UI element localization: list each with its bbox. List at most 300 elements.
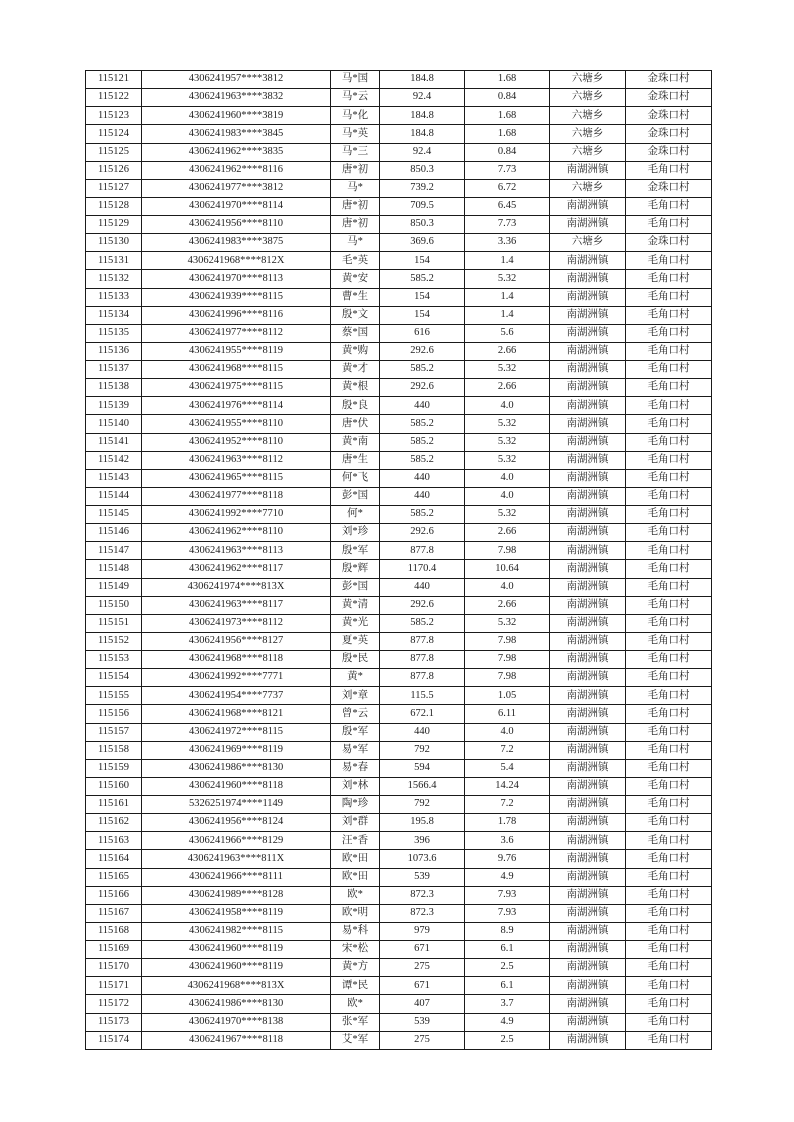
cell-person-name: 马*云 xyxy=(331,89,380,107)
cell-town-name: 南湖洲镇 xyxy=(550,397,626,415)
table-row xyxy=(86,542,712,560)
table-row xyxy=(86,270,712,288)
cell-town-name: 南湖洲镇 xyxy=(550,759,626,777)
cell-village-name: 毛角口村 xyxy=(626,542,712,560)
table-row xyxy=(86,759,712,777)
cell-value-1: 440 xyxy=(380,578,465,596)
cell-town-name: 南湖洲镇 xyxy=(550,632,626,650)
cell-person-name: 刘*林 xyxy=(331,777,380,795)
table-row xyxy=(86,995,712,1013)
table-row xyxy=(86,451,712,469)
cell-value-2: 14.24 xyxy=(465,777,550,795)
cell-person-name: 殷*军 xyxy=(331,542,380,560)
cell-person-name: 张*军 xyxy=(331,1013,380,1031)
cell-value-1: 872.3 xyxy=(380,886,465,904)
table-row xyxy=(86,469,712,487)
cell-sequence-number: 115147 xyxy=(86,542,142,560)
cell-village-name: 毛角口村 xyxy=(626,669,712,687)
cell-masked-id-number: 4306241968****8121 xyxy=(142,705,331,723)
cell-town-name: 南湖洲镇 xyxy=(550,1013,626,1031)
table-row xyxy=(86,161,712,179)
cell-masked-id-number: 4306241960****8119 xyxy=(142,959,331,977)
cell-village-name: 毛角口村 xyxy=(626,796,712,814)
cell-value-1: 154 xyxy=(380,252,465,270)
cell-town-name: 六塘乡 xyxy=(550,107,626,125)
cell-value-2: 6.72 xyxy=(465,179,550,197)
cell-sequence-number: 115163 xyxy=(86,832,142,850)
cell-value-1: 292.6 xyxy=(380,596,465,614)
cell-village-name: 毛角口村 xyxy=(626,379,712,397)
cell-sequence-number: 115148 xyxy=(86,560,142,578)
cell-value-1: 1073.6 xyxy=(380,850,465,868)
cell-masked-id-number: 4306241963****8113 xyxy=(142,542,331,560)
cell-value-1: 92.4 xyxy=(380,143,465,161)
cell-value-1: 292.6 xyxy=(380,379,465,397)
cell-village-name: 毛角口村 xyxy=(626,433,712,451)
cell-person-name: 易*科 xyxy=(331,922,380,940)
cell-town-name: 南湖洲镇 xyxy=(550,796,626,814)
cell-value-2: 4.9 xyxy=(465,1013,550,1031)
cell-village-name: 毛角口村 xyxy=(626,922,712,940)
table-row xyxy=(86,741,712,759)
table-row xyxy=(86,125,712,143)
cell-person-name: 汪*香 xyxy=(331,832,380,850)
cell-value-1: 594 xyxy=(380,759,465,777)
cell-masked-id-number: 4306241977****3812 xyxy=(142,179,331,197)
cell-masked-id-number: 4306241954****7737 xyxy=(142,687,331,705)
cell-value-1: 154 xyxy=(380,288,465,306)
cell-person-name: 殷*文 xyxy=(331,306,380,324)
cell-town-name: 六塘乡 xyxy=(550,234,626,252)
cell-value-2: 1.05 xyxy=(465,687,550,705)
cell-sequence-number: 115165 xyxy=(86,868,142,886)
cell-sequence-number: 115142 xyxy=(86,451,142,469)
cell-town-name: 南湖洲镇 xyxy=(550,977,626,995)
cell-masked-id-number: 4306241963****8117 xyxy=(142,596,331,614)
cell-masked-id-number: 4306241962****3835 xyxy=(142,143,331,161)
cell-value-1: 396 xyxy=(380,832,465,850)
cell-village-name: 毛角口村 xyxy=(626,451,712,469)
cell-village-name: 金珠口村 xyxy=(626,179,712,197)
cell-town-name: 南湖洲镇 xyxy=(550,324,626,342)
cell-value-2: 10.64 xyxy=(465,560,550,578)
cell-village-name: 毛角口村 xyxy=(626,342,712,360)
table-row xyxy=(86,796,712,814)
cell-value-1: 369.6 xyxy=(380,234,465,252)
cell-village-name: 毛角口村 xyxy=(626,959,712,977)
cell-town-name: 南湖洲镇 xyxy=(550,560,626,578)
table-row xyxy=(86,904,712,922)
cell-town-name: 南湖洲镇 xyxy=(550,904,626,922)
cell-value-1: 872.3 xyxy=(380,904,465,922)
cell-value-2: 5.32 xyxy=(465,506,550,524)
cell-value-2: 0.84 xyxy=(465,89,550,107)
cell-village-name: 毛角口村 xyxy=(626,578,712,596)
cell-person-name: 马* xyxy=(331,234,380,252)
cell-town-name: 南湖洲镇 xyxy=(550,868,626,886)
cell-village-name: 毛角口村 xyxy=(626,397,712,415)
cell-value-2: 1.68 xyxy=(465,125,550,143)
cell-value-1: 292.6 xyxy=(380,342,465,360)
cell-value-1: 616 xyxy=(380,324,465,342)
cell-sequence-number: 115150 xyxy=(86,596,142,614)
cell-village-name: 毛角口村 xyxy=(626,161,712,179)
cell-sequence-number: 115152 xyxy=(86,632,142,650)
cell-person-name: 曹*生 xyxy=(331,288,380,306)
cell-value-2: 4.9 xyxy=(465,868,550,886)
cell-value-2: 9.76 xyxy=(465,850,550,868)
cell-value-2: 6.1 xyxy=(465,941,550,959)
cell-value-1: 585.2 xyxy=(380,415,465,433)
cell-town-name: 六塘乡 xyxy=(550,125,626,143)
table-row xyxy=(86,977,712,995)
cell-town-name: 南湖洲镇 xyxy=(550,524,626,542)
cell-value-2: 5.32 xyxy=(465,433,550,451)
cell-value-2: 2.5 xyxy=(465,1031,550,1049)
cell-village-name: 金珠口村 xyxy=(626,125,712,143)
cell-sequence-number: 115122 xyxy=(86,89,142,107)
cell-town-name: 南湖洲镇 xyxy=(550,451,626,469)
cell-town-name: 南湖洲镇 xyxy=(550,379,626,397)
table-row xyxy=(86,415,712,433)
cell-value-1: 877.8 xyxy=(380,669,465,687)
cell-masked-id-number: 4306241992****7710 xyxy=(142,506,331,524)
cell-masked-id-number: 4306241957****3812 xyxy=(142,71,331,89)
cell-person-name: 马*国 xyxy=(331,71,380,89)
cell-sequence-number: 115167 xyxy=(86,904,142,922)
table-row xyxy=(86,379,712,397)
cell-person-name: 夏*英 xyxy=(331,632,380,650)
cell-value-2: 4.0 xyxy=(465,469,550,487)
cell-masked-id-number: 4306241970****8113 xyxy=(142,270,331,288)
cell-town-name: 南湖洲镇 xyxy=(550,342,626,360)
cell-sequence-number: 115130 xyxy=(86,234,142,252)
cell-village-name: 毛角口村 xyxy=(626,469,712,487)
cell-town-name: 南湖洲镇 xyxy=(550,469,626,487)
cell-person-name: 黄*安 xyxy=(331,270,380,288)
cell-sequence-number: 115153 xyxy=(86,651,142,669)
cell-sequence-number: 115132 xyxy=(86,270,142,288)
cell-sequence-number: 115155 xyxy=(86,687,142,705)
cell-masked-id-number: 4306241975****8115 xyxy=(142,379,331,397)
cell-person-name: 欧* xyxy=(331,886,380,904)
cell-village-name: 毛角口村 xyxy=(626,687,712,705)
table-row xyxy=(86,614,712,632)
cell-sequence-number: 115162 xyxy=(86,814,142,832)
cell-town-name: 南湖洲镇 xyxy=(550,669,626,687)
cell-value-1: 850.3 xyxy=(380,161,465,179)
table-row xyxy=(86,850,712,868)
table-row xyxy=(86,1031,712,1049)
cell-sequence-number: 115136 xyxy=(86,342,142,360)
table-row xyxy=(86,669,712,687)
cell-town-name: 南湖洲镇 xyxy=(550,651,626,669)
cell-person-name: 唐*初 xyxy=(331,161,380,179)
cell-person-name: 殷*民 xyxy=(331,651,380,669)
cell-town-name: 南湖洲镇 xyxy=(550,596,626,614)
cell-sequence-number: 115160 xyxy=(86,777,142,795)
cell-village-name: 金珠口村 xyxy=(626,71,712,89)
cell-person-name: 刘*珍 xyxy=(331,524,380,542)
cell-sequence-number: 115174 xyxy=(86,1031,142,1049)
cell-sequence-number: 115170 xyxy=(86,959,142,977)
cell-value-2: 1.68 xyxy=(465,71,550,89)
cell-town-name: 南湖洲镇 xyxy=(550,415,626,433)
cell-value-2: 4.0 xyxy=(465,487,550,505)
cell-sequence-number: 115135 xyxy=(86,324,142,342)
cell-value-1: 585.2 xyxy=(380,361,465,379)
cell-sequence-number: 115144 xyxy=(86,487,142,505)
cell-village-name: 毛角口村 xyxy=(626,288,712,306)
cell-town-name: 南湖洲镇 xyxy=(550,361,626,379)
cell-town-name: 南湖洲镇 xyxy=(550,614,626,632)
cell-masked-id-number: 4306241986****8130 xyxy=(142,995,331,1013)
cell-masked-id-number: 4306241969****8119 xyxy=(142,741,331,759)
table-row xyxy=(86,886,712,904)
cell-village-name: 毛角口村 xyxy=(626,560,712,578)
cell-value-1: 877.8 xyxy=(380,651,465,669)
cell-value-1: 195.8 xyxy=(380,814,465,832)
table-row xyxy=(86,107,712,125)
cell-sequence-number: 115131 xyxy=(86,252,142,270)
cell-person-name: 欧*田 xyxy=(331,868,380,886)
cell-value-2: 3.6 xyxy=(465,832,550,850)
cell-value-2: 3.7 xyxy=(465,995,550,1013)
cell-value-1: 585.2 xyxy=(380,451,465,469)
cell-village-name: 毛角口村 xyxy=(626,524,712,542)
cell-sequence-number: 115169 xyxy=(86,941,142,959)
cell-village-name: 毛角口村 xyxy=(626,1013,712,1031)
cell-sequence-number: 115125 xyxy=(86,143,142,161)
cell-value-2: 1.68 xyxy=(465,107,550,125)
cell-sequence-number: 115129 xyxy=(86,216,142,234)
cell-value-2: 7.98 xyxy=(465,632,550,650)
cell-masked-id-number: 5326251974****1149 xyxy=(142,796,331,814)
cell-masked-id-number: 4306241939****8115 xyxy=(142,288,331,306)
cell-sequence-number: 115158 xyxy=(86,741,142,759)
cell-masked-id-number: 4306241956****8124 xyxy=(142,814,331,832)
cell-sequence-number: 115151 xyxy=(86,614,142,632)
cell-masked-id-number: 4306241960****8119 xyxy=(142,941,331,959)
cell-person-name: 殷*辉 xyxy=(331,560,380,578)
cell-value-1: 440 xyxy=(380,487,465,505)
cell-masked-id-number: 4306241968****8118 xyxy=(142,651,331,669)
cell-value-1: 539 xyxy=(380,1013,465,1031)
cell-value-2: 5.32 xyxy=(465,415,550,433)
cell-sequence-number: 115146 xyxy=(86,524,142,542)
cell-town-name: 南湖洲镇 xyxy=(550,995,626,1013)
cell-masked-id-number: 4306241965****8115 xyxy=(142,469,331,487)
cell-person-name: 马*化 xyxy=(331,107,380,125)
cell-masked-id-number: 4306241983****3845 xyxy=(142,125,331,143)
cell-village-name: 毛角口村 xyxy=(626,777,712,795)
cell-town-name: 南湖洲镇 xyxy=(550,542,626,560)
cell-town-name: 六塘乡 xyxy=(550,89,626,107)
cell-town-name: 南湖洲镇 xyxy=(550,687,626,705)
cell-masked-id-number: 4306241974****813X xyxy=(142,578,331,596)
cell-village-name: 毛角口村 xyxy=(626,723,712,741)
cell-masked-id-number: 4306241996****8116 xyxy=(142,306,331,324)
cell-value-2: 7.98 xyxy=(465,542,550,560)
cell-person-name: 黄*方 xyxy=(331,959,380,977)
table-row xyxy=(86,868,712,886)
cell-value-2: 4.0 xyxy=(465,397,550,415)
cell-person-name: 宋*松 xyxy=(331,941,380,959)
cell-village-name: 毛角口村 xyxy=(626,941,712,959)
cell-value-1: 792 xyxy=(380,741,465,759)
cell-value-2: 4.0 xyxy=(465,578,550,596)
cell-masked-id-number: 4306241955****8119 xyxy=(142,342,331,360)
cell-sequence-number: 115139 xyxy=(86,397,142,415)
cell-value-1: 709.5 xyxy=(380,197,465,215)
table-row xyxy=(86,723,712,741)
cell-masked-id-number: 4306241989****8128 xyxy=(142,886,331,904)
cell-person-name: 欧*明 xyxy=(331,904,380,922)
cell-sequence-number: 115133 xyxy=(86,288,142,306)
cell-value-2: 5.6 xyxy=(465,324,550,342)
cell-value-2: 2.66 xyxy=(465,524,550,542)
cell-village-name: 毛角口村 xyxy=(626,832,712,850)
cell-village-name: 金珠口村 xyxy=(626,89,712,107)
cell-sequence-number: 115159 xyxy=(86,759,142,777)
cell-town-name: 南湖洲镇 xyxy=(550,288,626,306)
cell-sequence-number: 115145 xyxy=(86,506,142,524)
cell-value-1: 739.2 xyxy=(380,179,465,197)
cell-town-name: 南湖洲镇 xyxy=(550,850,626,868)
cell-person-name: 马*英 xyxy=(331,125,380,143)
cell-person-name: 黄*根 xyxy=(331,379,380,397)
cell-masked-id-number: 4306241970****8138 xyxy=(142,1013,331,1031)
table-row xyxy=(86,216,712,234)
cell-sequence-number: 115121 xyxy=(86,71,142,89)
cell-village-name: 毛角口村 xyxy=(626,651,712,669)
cell-value-1: 292.6 xyxy=(380,524,465,542)
cell-town-name: 南湖洲镇 xyxy=(550,814,626,832)
table-row xyxy=(86,143,712,161)
cell-sequence-number: 115124 xyxy=(86,125,142,143)
cell-masked-id-number: 4306241955****8110 xyxy=(142,415,331,433)
cell-village-name: 毛角口村 xyxy=(626,1031,712,1049)
cell-sequence-number: 115161 xyxy=(86,796,142,814)
cell-masked-id-number: 4306241962****8117 xyxy=(142,560,331,578)
cell-person-name: 何*飞 xyxy=(331,469,380,487)
table-row xyxy=(86,705,712,723)
cell-masked-id-number: 4306241968****8115 xyxy=(142,361,331,379)
cell-masked-id-number: 4306241973****8112 xyxy=(142,614,331,632)
cell-village-name: 毛角口村 xyxy=(626,487,712,505)
cell-masked-id-number: 4306241960****3819 xyxy=(142,107,331,125)
cell-sequence-number: 115134 xyxy=(86,306,142,324)
cell-village-name: 毛角口村 xyxy=(626,886,712,904)
cell-value-2: 5.32 xyxy=(465,451,550,469)
cell-value-1: 407 xyxy=(380,995,465,1013)
cell-person-name: 欧*田 xyxy=(331,850,380,868)
cell-person-name: 黄*清 xyxy=(331,596,380,614)
cell-person-name: 欧* xyxy=(331,995,380,1013)
cell-value-1: 275 xyxy=(380,1031,465,1049)
cell-value-2: 1.4 xyxy=(465,288,550,306)
cell-town-name: 南湖洲镇 xyxy=(550,433,626,451)
cell-person-name: 刘*群 xyxy=(331,814,380,832)
table-row xyxy=(86,252,712,270)
table-row xyxy=(86,506,712,524)
cell-village-name: 毛角口村 xyxy=(626,814,712,832)
cell-person-name: 马*三 xyxy=(331,143,380,161)
table-row xyxy=(86,651,712,669)
cell-value-2: 7.73 xyxy=(465,216,550,234)
cell-value-2: 1.4 xyxy=(465,252,550,270)
cell-town-name: 南湖洲镇 xyxy=(550,741,626,759)
cell-village-name: 金珠口村 xyxy=(626,107,712,125)
cell-value-1: 585.2 xyxy=(380,270,465,288)
cell-village-name: 毛角口村 xyxy=(626,977,712,995)
cell-person-name: 刘*章 xyxy=(331,687,380,705)
table-row xyxy=(86,777,712,795)
cell-value-1: 440 xyxy=(380,723,465,741)
table-row xyxy=(86,234,712,252)
cell-sequence-number: 115138 xyxy=(86,379,142,397)
table-row xyxy=(86,342,712,360)
cell-masked-id-number: 4306241992****7771 xyxy=(142,669,331,687)
cell-value-2: 1.4 xyxy=(465,306,550,324)
cell-value-2: 6.11 xyxy=(465,705,550,723)
cell-value-2: 2.66 xyxy=(465,596,550,614)
cell-sequence-number: 115126 xyxy=(86,161,142,179)
table-row xyxy=(86,361,712,379)
cell-value-2: 5.32 xyxy=(465,614,550,632)
cell-sequence-number: 115140 xyxy=(86,415,142,433)
cell-town-name: 六塘乡 xyxy=(550,71,626,89)
cell-sequence-number: 115173 xyxy=(86,1013,142,1031)
cell-sequence-number: 115168 xyxy=(86,922,142,940)
cell-village-name: 毛角口村 xyxy=(626,596,712,614)
cell-person-name: 艾*军 xyxy=(331,1031,380,1049)
table-row xyxy=(86,433,712,451)
cell-sequence-number: 115157 xyxy=(86,723,142,741)
cell-person-name: 殷*军 xyxy=(331,723,380,741)
cell-town-name: 南湖洲镇 xyxy=(550,886,626,904)
cell-village-name: 毛角口村 xyxy=(626,632,712,650)
cell-sequence-number: 115164 xyxy=(86,850,142,868)
cell-masked-id-number: 4306241962****8116 xyxy=(142,161,331,179)
cell-person-name: 唐*伏 xyxy=(331,415,380,433)
cell-person-name: 黄*购 xyxy=(331,342,380,360)
cell-sequence-number: 115149 xyxy=(86,578,142,596)
cell-village-name: 毛角口村 xyxy=(626,995,712,1013)
cell-town-name: 六塘乡 xyxy=(550,143,626,161)
table-row xyxy=(86,922,712,940)
table-row xyxy=(86,179,712,197)
cell-person-name: 曾*云 xyxy=(331,705,380,723)
cell-town-name: 南湖洲镇 xyxy=(550,197,626,215)
cell-masked-id-number: 4306241963****3832 xyxy=(142,89,331,107)
cell-village-name: 毛角口村 xyxy=(626,197,712,215)
cell-village-name: 毛角口村 xyxy=(626,216,712,234)
cell-person-name: 何* xyxy=(331,506,380,524)
cell-masked-id-number: 4306241983****3875 xyxy=(142,234,331,252)
cell-masked-id-number: 4306241958****8119 xyxy=(142,904,331,922)
cell-masked-id-number: 4306241972****8115 xyxy=(142,723,331,741)
cell-town-name: 南湖洲镇 xyxy=(550,777,626,795)
table-row xyxy=(86,71,712,89)
cell-value-2: 4.0 xyxy=(465,723,550,741)
cell-masked-id-number: 4306241986****8130 xyxy=(142,759,331,777)
cell-sequence-number: 115171 xyxy=(86,977,142,995)
cell-person-name: 黄*南 xyxy=(331,433,380,451)
cell-value-2: 7.73 xyxy=(465,161,550,179)
cell-person-name: 谭*民 xyxy=(331,977,380,995)
cell-town-name: 南湖洲镇 xyxy=(550,578,626,596)
